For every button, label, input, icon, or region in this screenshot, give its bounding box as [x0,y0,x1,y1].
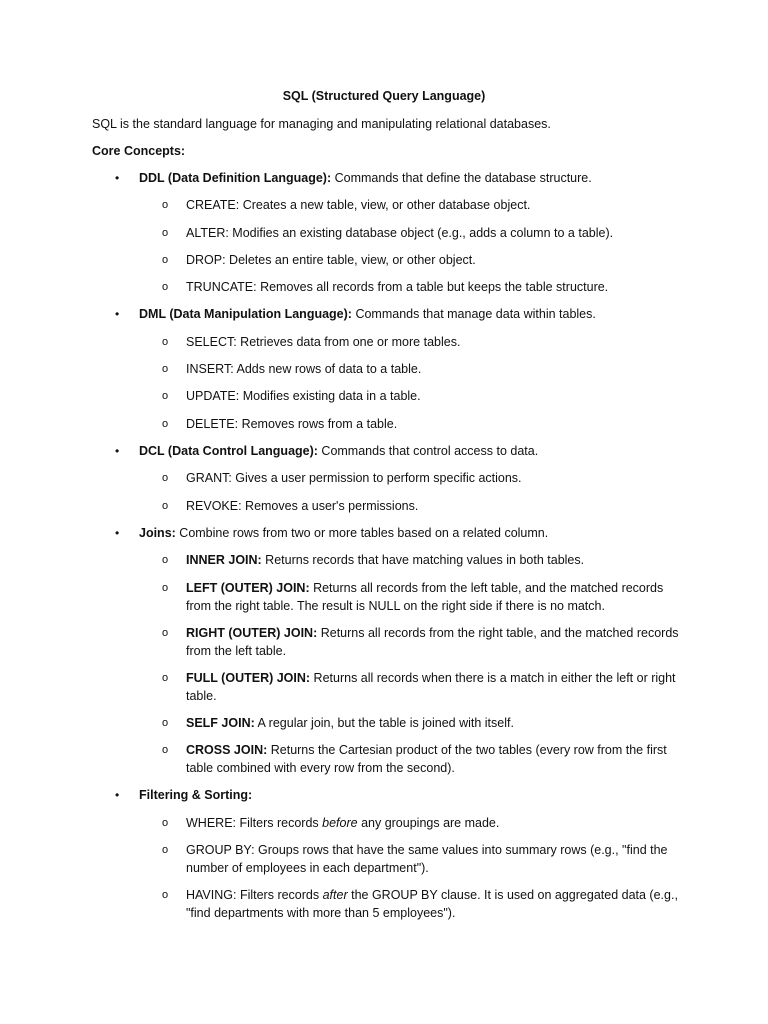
sub-bullet-icon: o [162,254,169,266]
sub-item-revoke [162,498,682,516]
item-label: DCL (Data Control Language): [139,444,318,458]
sub-bullet-icon: o [162,627,169,639]
item-text: Returns all records from the left table, and the matched records from the right table. The result is NULL on the right side if there is no match. [186,581,664,613]
list-item-filtering-sorting [115,787,679,805]
sub-item-delete [162,416,682,434]
sub-bullet-icon: o [162,363,169,375]
item-text: Returns the Cartesian product of the two tables (every row from the first table combined with every row from the second). [186,743,667,775]
sub-bullet-icon: o [162,281,169,293]
item-text: SELECT: Retrieves data from one or more tables. [186,335,461,349]
item-emphasis: after [322,888,348,902]
item-text: any groupings are made. [357,816,500,830]
list-item-joins [115,525,679,543]
sub-bullet-icon: o [162,744,169,756]
bullet-icon: • [115,444,120,458]
sub-bullet-icon: o [162,554,169,566]
item-text: the GROUP BY clause. It is used on aggregated data (e.g., "find departments with more than 5 employees"). [186,888,678,920]
item-text: INSERT: Adds new rows of data to a table. [186,362,422,376]
sub-item-having [162,887,682,922]
sub-item-full-join [162,670,682,705]
sub-item-right-join [162,625,682,660]
bullet-icon: • [115,307,120,321]
item-text: Returns all records when there is a match in either the left or right table. [186,671,676,703]
list-item-ddl [115,170,679,188]
sub-bullet-icon: o [162,717,169,729]
item-text: Commands that define the database structure. [331,171,592,185]
document-title: SQL (Structured Query Language) [282,89,486,103]
item-label: Filtering & Sorting: [139,788,253,802]
item-text: GROUP BY: Groups rows that have the same values into summary rows (e.g., "find the number of employees in each department"). [186,843,668,875]
item-text: Commands that manage data within tables. [351,307,596,321]
sub-item-alter [162,225,682,243]
sub-bullet-icon: o [162,418,169,430]
sub-item-truncate [162,279,682,297]
sub-item-cross-join [162,742,682,777]
sub-item-insert [162,361,682,379]
item-label: RIGHT (OUTER) JOIN: [186,626,318,640]
sub-item-where [162,815,682,833]
item-text: Returns records that have matching values in both tables. [261,553,585,567]
list-item-dcl [115,443,679,461]
item-text: Returns all records from the right table, and the matched records from the left table. [186,626,679,658]
item-label: LEFT (OUTER) JOIN: [186,581,310,595]
sub-item-grant [162,470,682,488]
sub-item-group-by [162,842,682,877]
item-text: HAVING: Filters records [186,888,323,902]
sub-bullet-icon: o [162,390,169,402]
sub-bullet-icon: o [162,227,169,239]
sub-bullet-icon: o [162,889,169,901]
item-label: CROSS JOIN: [186,743,268,757]
sub-item-select [162,334,682,352]
item-text: Commands that control access to data. [317,444,539,458]
item-label: DML (Data Manipulation Language): [139,307,352,321]
item-emphasis: before [322,816,358,830]
sub-item-create [162,197,682,215]
item-text: TRUNCATE: Removes all records from a table but keeps the table structure. [186,280,609,294]
item-text: ALTER: Modifies an existing database object (e.g., adds a column to a table). [186,226,614,240]
sub-item-update [162,388,682,406]
bullet-icon: • [115,526,120,540]
item-label: SELF JOIN: [186,716,255,730]
item-label: DDL (Data Definition Language): [139,171,332,185]
item-text: DROP: Deletes an entire table, view, or other object. [186,253,476,267]
sub-bullet-icon: o [162,582,169,594]
item-text: WHERE: Filters records [186,816,323,830]
sub-bullet-icon: o [162,500,169,512]
sub-item-left-join [162,580,682,615]
item-text: REVOKE: Removes a user's permissions. [186,499,419,513]
item-text: CREATE: Creates a new table, view, or other database object. [186,198,531,212]
sub-bullet-icon: o [162,817,169,829]
list-item-dml [115,306,679,324]
item-label: Joins: [139,526,176,540]
item-text: DELETE: Removes rows from a table. [186,417,398,431]
item-label: FULL (OUTER) JOIN: [186,671,311,685]
item-text: Combine rows from two or more tables based on a related column. [175,526,549,540]
bullet-icon: • [115,171,120,185]
item-label: INNER JOIN: [186,553,262,567]
item-text: A regular join, but the table is joined with itself. [254,716,514,730]
sub-item-inner-join [162,552,682,570]
item-text: GRANT: Gives a user permission to perform specific actions. [186,471,522,485]
bullet-icon: • [115,788,120,802]
sub-bullet-icon: o [162,336,169,348]
intro-paragraph: SQL is the standard language for managing and manipulating relational databases. [92,117,551,131]
sub-bullet-icon: o [162,672,169,684]
sub-bullet-icon: o [162,844,169,856]
sub-bullet-icon: o [162,472,169,484]
item-text: UPDATE: Modifies existing data in a table. [186,389,421,403]
sub-item-self-join [162,715,682,733]
sub-item-drop [162,252,682,270]
core-concepts-heading: Core Concepts: [92,144,186,158]
sub-bullet-icon: o [162,199,169,211]
